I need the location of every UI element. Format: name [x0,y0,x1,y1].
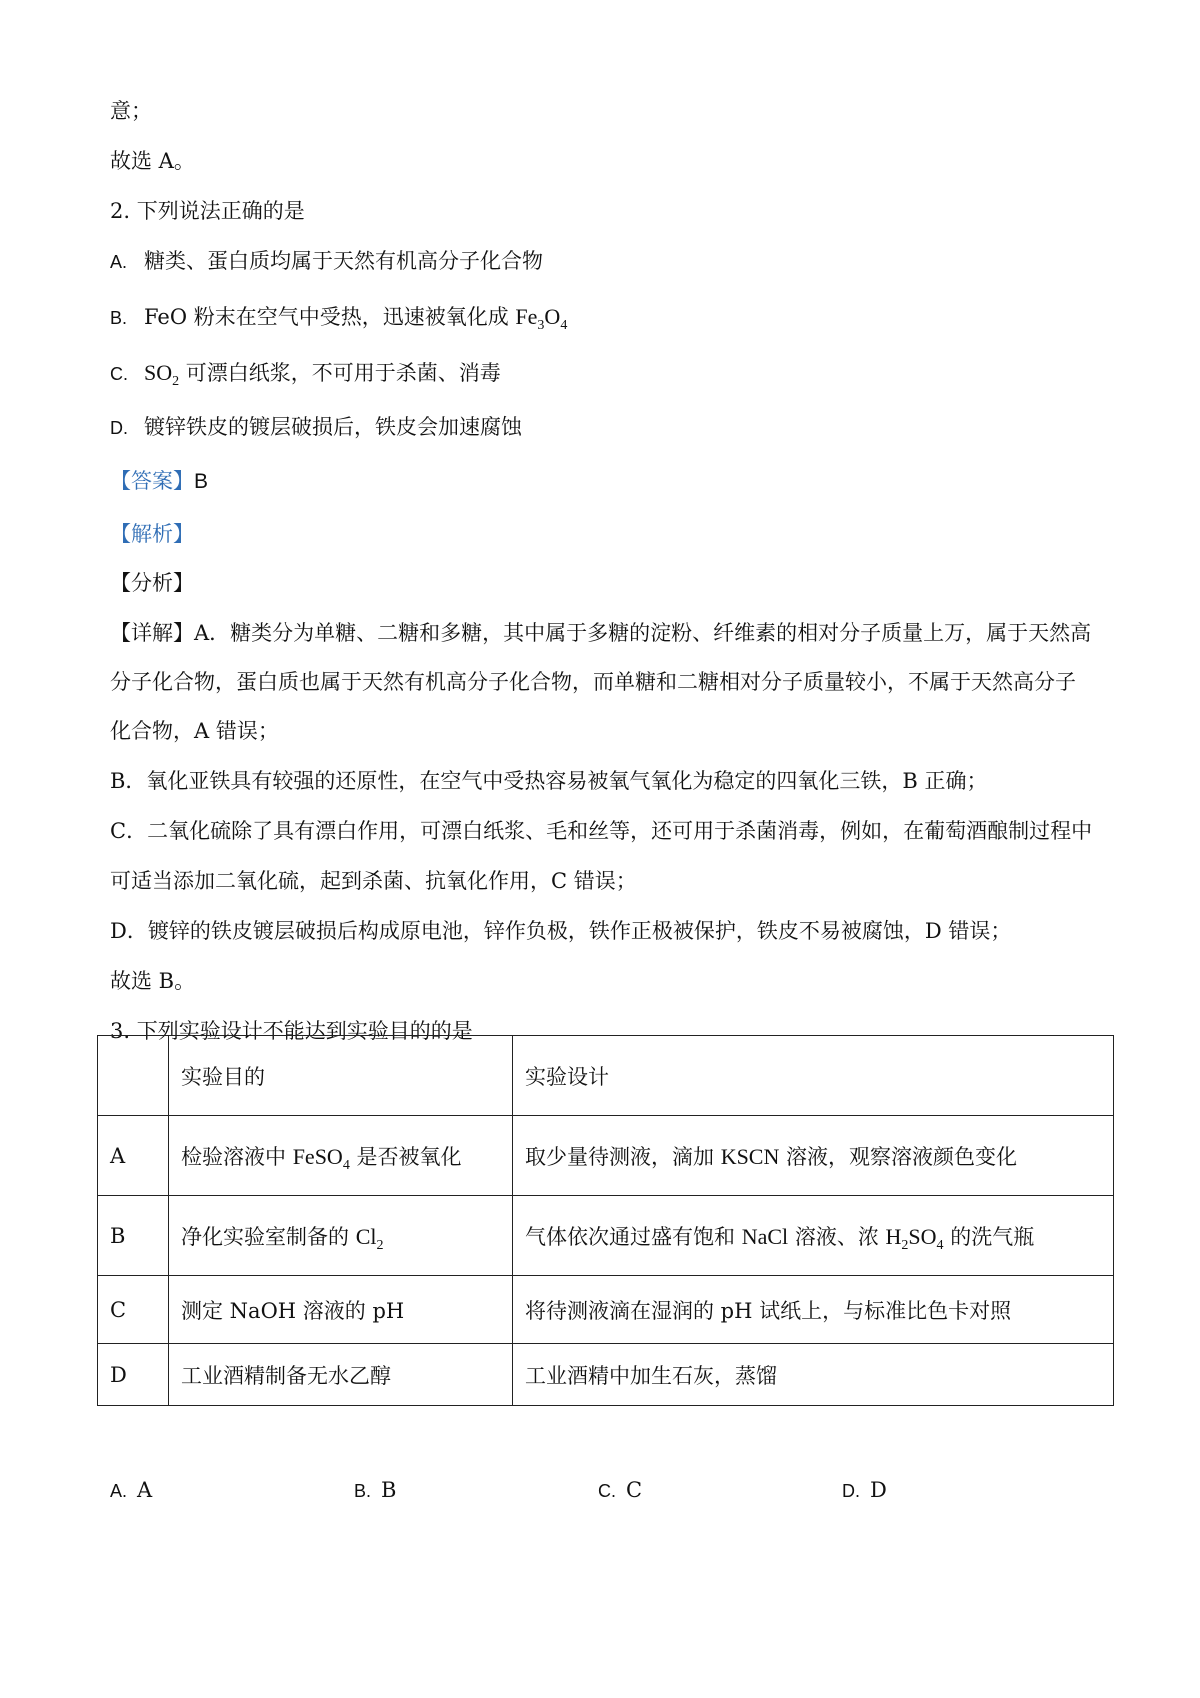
design-cell: 气体依次通过盛有饱和 NaCl 溶液、浓 $H_2SO_4$ 的洗气瓶 [513,1196,1114,1276]
row-label: A [98,1116,169,1196]
goal-cell: 工业酒精制备无水乙醇 [169,1344,513,1406]
row-label: B [98,1196,169,1276]
table-header-row [98,1036,1114,1116]
option-text: 镀锌铁皮的镀层破损后，铁皮会加速腐蚀 [144,415,522,439]
detail-line: C．二氧化硫除了具有漂白作用，可漂白纸浆、毛和丝等，还可用于杀菌消毒，例如，在葡萄酒酿制过程中 [110,819,1093,843]
detail-line: D．镀锌的铁皮镀层破损后构成原电池，锌作负极，铁作正极被保护，铁皮不易被腐蚀，D 错误； [110,919,1012,943]
q2-option-b [110,302,567,333]
analysis-label: 【解析】 [110,522,194,546]
detail-line: 分子化合物，蛋白质也属于天然有机高分子化合物，而单糖和二糖相对分子质量较小，不属于天然高分子 [110,670,1076,694]
choice-key: D. [842,1481,860,1501]
choice-d [842,1475,887,1506]
design-cell: 取少量待测液，滴加 KSCN 溶液，观察溶液颜色变化 [513,1116,1114,1196]
formula: $Fe_3O_4$ [515,304,568,333]
choice-key: C. [598,1481,616,1501]
table-row [98,1196,1114,1276]
formula: $Cl_2$ [355,1223,384,1253]
q2-option-d [110,412,522,443]
formula: $H_2SO_4$ [885,1223,944,1253]
row-label: D [98,1344,169,1406]
prev-conclusion: 故选 A。 [110,149,195,173]
table-row [98,1276,1114,1344]
option-text: FeO 粉末在空气中受热，迅速被氧化成 [144,305,516,329]
option-letter: B. [110,308,128,328]
choice-key: B. [354,1481,372,1501]
choice-a [110,1475,152,1506]
choice-value: D [870,1478,887,1502]
detail-line: 故选 B。 [110,969,196,993]
table-row [98,1344,1114,1406]
option-text: 糖类、蛋白质均属于天然有机高分子化合物 [144,249,543,273]
choice-value: A [137,1478,153,1502]
row-label: C [98,1276,169,1344]
choice-b [354,1475,396,1506]
header-cell-goal: 实验目的 [169,1036,513,1116]
design-cell: 工业酒精中加生石灰，蒸馏 [513,1344,1114,1406]
answer-value: B [194,470,209,493]
question-3-stem: 3. 下列实验设计不能达到实验目的的是 [110,1019,473,1043]
choice-key: A. [110,1481,128,1501]
detail-line: 【详解】A．糖类分为单糖、二糖和多糖，其中属于多糖的淀粉、纤维素的相对分子质量上万，属于天然高 [110,621,1092,645]
design-cell: 将待测液滴在湿润的 pH 试纸上，与标准比色卡对照 [513,1276,1114,1344]
q2-option-a [110,246,543,277]
formula: KSCN [720,1143,780,1169]
formula: $SO_2$ [144,360,180,389]
table-row [98,1116,1114,1196]
choice-c [598,1475,642,1506]
q2-option-c [110,358,501,389]
header-cell-design: 实验设计 [513,1036,1114,1116]
goal-cell: 净化实验室制备的 $Cl_2$ [169,1196,513,1276]
goal-cell: 检验溶液中 FeSO$_4$ 是否被氧化 [169,1116,513,1196]
goal-cell: 测定 NaOH 溶液的 pH [169,1276,513,1344]
experiment-table [97,1035,1114,1406]
question-2-stem: 2. 下列说法正确的是 [110,199,305,223]
option-letter: C. [110,364,128,384]
header-cell-blank [98,1036,169,1116]
answer-line [110,466,208,497]
option-letter: A. [110,252,128,272]
fenxi-label: 【分析】 [110,571,194,595]
detail-line: 可适当添加二氧化硫，起到杀菌、抗氧化作用，C 错误； [110,869,637,893]
choice-value: B [381,1478,397,1502]
detail-line: 化合物，A 错误； [110,719,279,743]
formula: NaCl [741,1223,789,1249]
option-letter: D. [110,418,128,438]
choice-value: C [626,1478,643,1502]
option-text: 可漂白纸浆，不可用于杀菌、消毒 [179,361,501,385]
prev-text-line: 意； [110,99,152,123]
formula: FeSO$_4$ [292,1143,350,1173]
detail-line: B．氧化亚铁具有较强的还原性，在空气中受热容易被氧气氧化为稳定的四氧化三铁，B 正确； [110,769,988,793]
answer-label: 【答案】 [110,469,194,493]
